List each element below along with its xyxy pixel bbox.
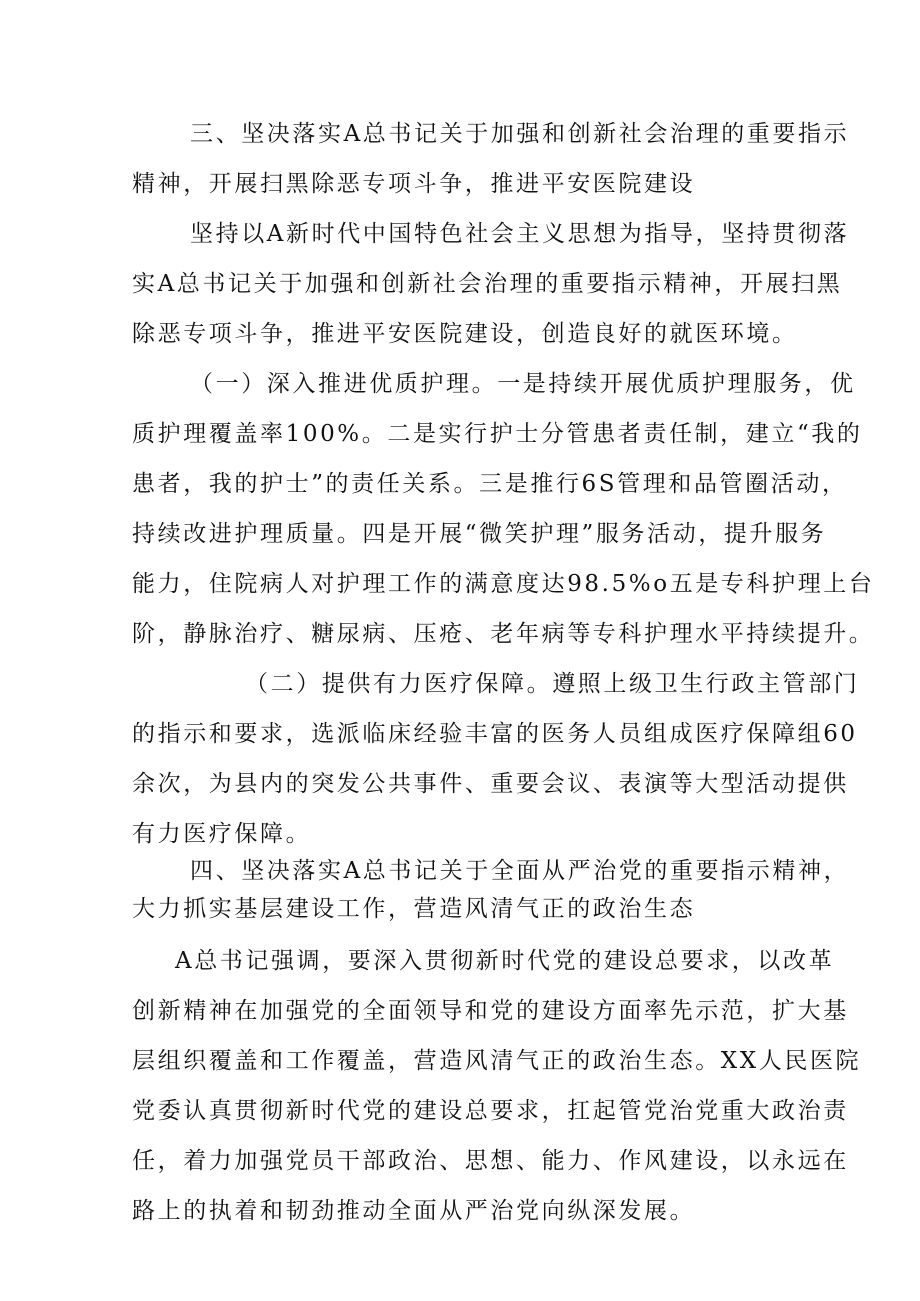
paragraph-line: 党委认真贯彻新时代党的建设总要求，扛起管党治党重大政治责 <box>132 1098 849 1124</box>
paragraph-line: （二）提供有力医疗保障。遵照上级卫生行政主管部门 <box>245 671 860 697</box>
paragraph-line: 余次，为县内的突发公共事件、重要会议、表演等大型活动提供 <box>132 771 849 797</box>
paragraph-line: 质护理覆盖率100%。二是实行护士分管患者责任制，建立“我的 <box>132 421 863 447</box>
paragraph-line: （一）深入推进优质护理。一是持续开展优质护理服务，优 <box>190 371 856 397</box>
paragraph-line: 有力医疗保障。 <box>132 821 312 847</box>
paragraph-line: 创新精神在加强党的全面领导和党的建设方面率先示范，扩大基 <box>132 998 849 1024</box>
section-four-heading-line-2: 大力抓实基层建设工作，营造风清气正的政治生态 <box>132 896 696 922</box>
section-three-heading-line-1: 三、坚决落实A总书记关于加强和创新社会治理的重要指示 <box>190 121 850 147</box>
paragraph-line: 坚持以A新时代中国特色社会主义思想为指导，坚持贯彻落 <box>190 221 850 247</box>
paragraph-line: 路上的执着和韧劲推动全面从严治党向纵深发展。 <box>132 1198 696 1224</box>
paragraph-line: 任，着力加强党员干部政治、思想、能力、作风建设，以永远在 <box>132 1148 849 1174</box>
paragraph-line: 层组织覆盖和工作覆盖，营造风清气正的政治生态。XX人民医院 <box>132 1048 862 1074</box>
paragraph-line: 患者，我的护士”的责任关系。三是推行6S管理和品管圈活动， <box>132 471 848 497</box>
section-four-heading-line-1: 四、坚决落实A总书记关于全面从严治党的重要指示精神， <box>190 858 850 884</box>
paragraph-line: 的指示和要求，选派临床经验丰富的医务人员组成医疗保障组60 <box>132 721 858 747</box>
paragraph-line: 除恶专项斗争，推进平安医院建设，创造良好的就医环境。 <box>132 321 798 347</box>
paragraph-line: 持续改进护理质量。四是开展“微笑护理”服务活动，提升服务 <box>132 521 827 547</box>
paragraph-line: A总书记强调，要深入贯彻新时代党的建设总要求，以改革 <box>175 948 835 974</box>
section-three-heading-line-2: 精神，开展扫黑除恶专项斗争，推进平安医院建设 <box>132 171 696 197</box>
paragraph-line: 阶，静脉治疗、糖尿病、压疮、老年病等专科护理水平持续提升。 <box>132 621 875 647</box>
paragraph-line: 实A总书记关于加强和创新社会治理的重要指示精神，开展扫黑 <box>132 271 843 297</box>
paragraph-line: 能力，住院病人对护理工作的满意度达98.5%o五是专科护理上台 <box>132 571 875 597</box>
